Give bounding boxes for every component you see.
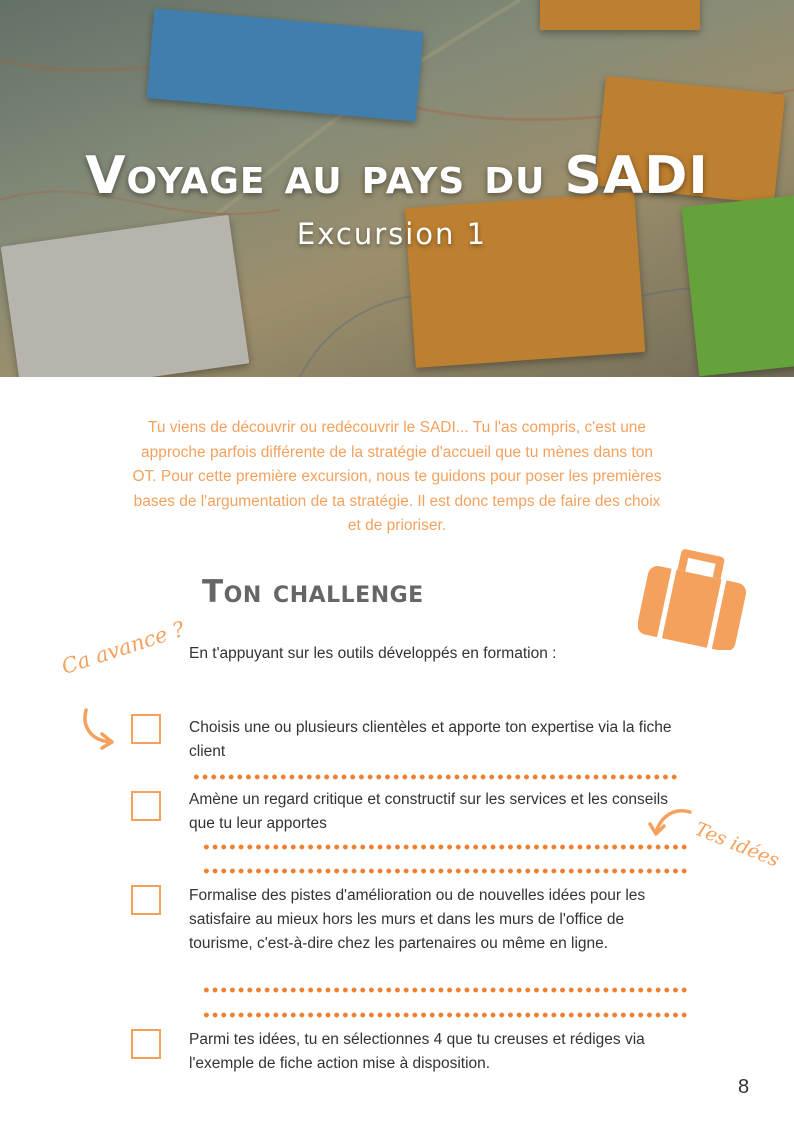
checkbox-1[interactable] <box>131 714 161 744</box>
annotation-progress: Ca avance ? <box>58 616 188 679</box>
dotted-line <box>202 1012 690 1018</box>
dotted-line <box>202 868 690 874</box>
challenge-item-1: Choisis une ou plusieurs clientèles et apporte ton expertise via la fiche client <box>189 719 672 760</box>
dotted-line <box>192 774 680 780</box>
dotted-line <box>202 844 690 850</box>
page-number: 8 <box>738 1076 750 1098</box>
challenge-lead: En t'appuyant sur les outils développés en formation : <box>189 645 557 662</box>
challenge-item-3: Formalise des pistes d'amélioration ou de nouvelles idées pour les satisfaire au mieux hors les murs et dans les murs de l'office de tourisme, c'est-à-dire chez les partenaires ou même en ligne. <box>189 887 646 952</box>
annotation-ideas: Tes idées <box>691 818 783 872</box>
suitcase-icon <box>638 548 750 650</box>
checkbox-4[interactable] <box>131 1029 161 1059</box>
dotted-line <box>202 987 690 993</box>
challenge-item-2: Amène un regard critique et constructif sur les services et les conseils que tu leur apportes <box>189 791 668 832</box>
challenge-heading: Ton challenge <box>202 574 424 610</box>
challenge-item-4: Parmi tes idées, tu en sélectionnes 4 que tu creuses et rédiges via l'exemple de fiche action mise à disposition. <box>189 1031 645 1072</box>
curved-arrow-icon <box>80 708 120 750</box>
checkbox-2[interactable] <box>131 791 161 821</box>
page-title: Voyage au pays du SADI <box>85 146 709 206</box>
intro-paragraph: Tu viens de découvrir ou redécouvrir le SADI... Tu l'as compris, c'est une approche parfois différente de la stratégie d'accueil que tu mènes dans ton OT. Pour cette première excursion, nous te guidons pour poser les premières bases de l'argumentation de ta stratégie. Il est donc temps de faire des choix et de prioriser. <box>132 419 662 534</box>
page-subtitle: Excursion 1 <box>296 217 488 251</box>
checkbox-3[interactable] <box>131 885 161 915</box>
hero-photo <box>0 0 794 377</box>
